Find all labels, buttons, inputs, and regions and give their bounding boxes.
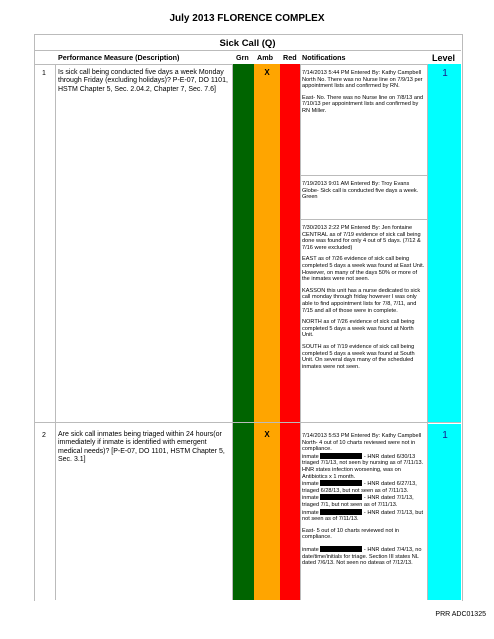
measure-text: Are sick call inmates being triaged within 24 hours(or immediately if inmate is identified with emergent medical needs)? [P-E-07, DO 1101, HSTM Chapter 5, Sec. 3.1] [58, 431, 225, 464]
note-paragraph: 7/30/2013 2:22 PM Entered By: Jen fontaine CENTRAL as of 7/19 evidence of sick call being done was found for only 4 out of 5 days. (7/12 & 7/16 were excluded) [302, 225, 421, 251]
page-title: July 2013 FLORENCE COMPLEX [169, 13, 325, 24]
note-paragraph: SOUTH as of 7/19 evidence of sick call being completed 5 days a week was found at South Unit. On several days many of the scheduled inmates were not seen. [302, 343, 415, 370]
amber-mark: X [264, 68, 270, 77]
red-column [280, 64, 300, 600]
note-paragraph: 7/14/2013 5:44 PM Entered By: Kathy Campbell North No. There was no Nurse line on 7/9/13 per appointment lists and confirmed by RN. [302, 70, 423, 90]
note-divider [300, 219, 427, 220]
header-notifications: Notifications [302, 53, 346, 62]
amber-column [254, 64, 280, 600]
redaction-box [320, 494, 362, 500]
note-item: - HNR dated 6/30/13 triaged 7/1/13, not seen by nursing as of 7/11/13. HNR states infection worsening, was on Antibiotics x 1 month. [302, 453, 424, 480]
notification-entry [302, 181, 426, 206]
row-number: 1 [42, 70, 46, 77]
note-paragraph: East- No. There was no Nurse line on 7/8/13 and 7/10/13 per appointment lists and confirmed by RN Miller. [302, 94, 424, 114]
note-item: - HNR dated 6/27/13, triaged 6/28/13, but not seen as of 7/11/13. [302, 481, 417, 494]
redaction-box [320, 509, 362, 515]
note-paragraph: KASSON this unit has a nurse dedicated to sick call monday through friday however I was only able to find appointment lists for 7/8, 7/11, and 7/15 and all of those were in complete. [302, 287, 421, 314]
row-number: 2 [42, 432, 46, 439]
note-divider [300, 175, 427, 176]
measure-text: Is sick call being conducted five days a week Monday through Friday (excluding holidays)? P-E-07, DO 1101, HSTM Chapter 5, Sec. 2.04.2, Chapter 7, Sec. 7.6] [58, 69, 228, 93]
note-paragraph: East- 5 out of 10 charts reviewed not in compliance. [302, 527, 400, 541]
footer-code: PRR ADC01325 [435, 611, 486, 618]
header-level: Level [432, 53, 456, 63]
note-paragraph: EAST as of 7/26 evidence of sick call being completed 5 days a week was found at East Unit. However, on many of the days 50% or more of the inmates were not seen. [302, 256, 425, 283]
section-title: Sick Call (Q) [219, 38, 276, 49]
note-paragraph: 7/19/2013 9:01 AM Entered By: Troy Evans Globe- Sick call is conducted five days a week. Green [302, 181, 419, 201]
inmate-label: inmate [302, 509, 319, 516]
divider [300, 64, 301, 600]
notification-entry [302, 433, 426, 567]
inmate-label: inmate [302, 481, 319, 488]
inmate-label: inmate [302, 546, 319, 553]
note-item: - HNR dated 7/4/13, no date/time/initials for triage. Section III states NL dated 7/6/13. Not seen no dateas of 7/12/13. [302, 546, 422, 567]
header-grn: Grn [236, 53, 249, 62]
note-item: - HNR dated 7/1/13, but not seen as of 7/11/13. [302, 509, 424, 523]
note-line [302, 546, 426, 567]
inmate-label: inmate [302, 495, 319, 502]
header-amb: Amb [257, 53, 273, 62]
redaction-box [320, 453, 362, 459]
divider [34, 50, 461, 51]
redaction-box [320, 546, 362, 552]
notification-entry [302, 70, 426, 120]
green-column [233, 64, 254, 600]
note-item: - HNR dated 7/1/13, triaged 7/1, but not seen as of 7/11/13. [302, 495, 414, 508]
level-column [428, 424, 461, 600]
inmate-label: inmate [302, 453, 319, 460]
note-line [302, 494, 426, 508]
divider [55, 64, 56, 600]
header-measure: Performance Measure (Description) [58, 53, 180, 62]
amber-mark: X [264, 430, 270, 439]
note-line [302, 453, 426, 480]
notification-entry [302, 225, 426, 375]
note-header: 7/14/2013 5:53 PM Entered By: Kathy Campbell [302, 433, 422, 439]
note-line [302, 509, 426, 523]
header-red: Red [283, 53, 297, 62]
level-column [428, 64, 461, 422]
level-value: 1 [442, 68, 448, 79]
row-divider [34, 422, 461, 423]
redaction-box [320, 480, 362, 486]
level-value: 1 [442, 430, 448, 441]
note-paragraph: North- 4 out of 10 charts reviewed were not in compliance. [302, 439, 416, 453]
note-line [302, 480, 426, 494]
note-paragraph: NORTH as of 7/26 evidence of sick call being completed 5 days a week was found at North Unit. [302, 319, 415, 339]
